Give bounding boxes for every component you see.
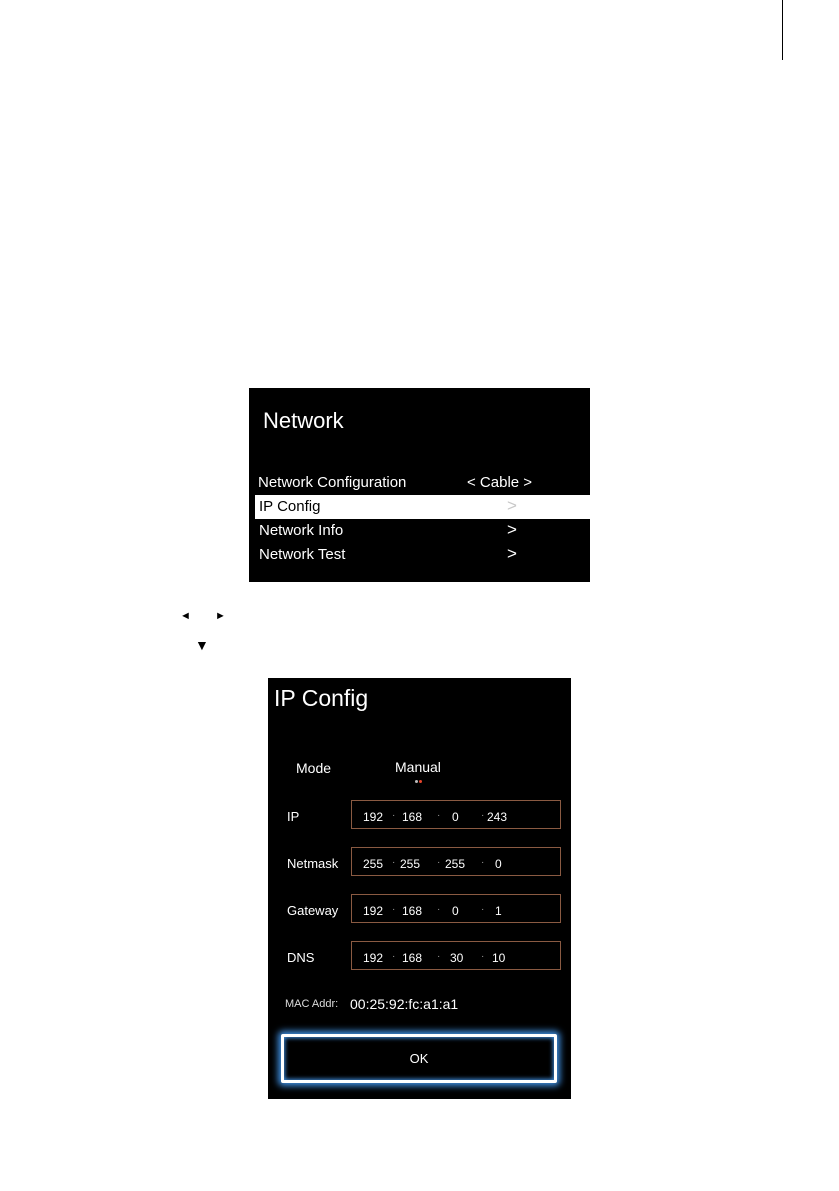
menu-item-network-test[interactable] [255, 543, 590, 567]
mode-label: Mode [296, 760, 332, 776]
network-menu-title: Network [263, 408, 344, 433]
gateway-octet-2[interactable]: 168 [402, 904, 423, 918]
chevron-right-icon: > [507, 496, 517, 515]
netmask-octet-4[interactable]: 0 [495, 857, 502, 871]
octet-separator: · [437, 810, 441, 821]
octet-separator: · [437, 951, 441, 962]
octet-separator: · [392, 904, 396, 915]
octet-separator: · [481, 951, 485, 962]
chevron-right-icon: > [507, 520, 517, 539]
mac-address-label: MAC Addr: [285, 998, 339, 1010]
octet-separator: · [481, 904, 485, 915]
gateway-octet-4[interactable]: 1 [495, 904, 502, 918]
menu-item-label: IP Config [259, 498, 321, 515]
octet-separator: · [437, 857, 441, 868]
network-menu-screen [249, 388, 590, 582]
gateway-input[interactable] [351, 894, 561, 923]
octet-separator: · [392, 951, 396, 962]
netmask-octet-2[interactable]: 255 [400, 857, 421, 871]
indicator-dot-active [419, 780, 422, 783]
octet-separator: · [437, 904, 441, 915]
right-arrow-icon: ► [215, 610, 226, 622]
octet-separator: · [481, 857, 485, 868]
ip-config-screen [268, 678, 571, 1099]
ip-label: IP [287, 809, 300, 824]
page-cut-line [782, 0, 783, 60]
gateway-octet-1[interactable]: 192 [363, 904, 384, 918]
dns-octet-1[interactable]: 192 [363, 951, 384, 965]
mode-page-indicator [415, 779, 427, 784]
dns-octet-2[interactable]: 168 [402, 951, 423, 965]
ip-octet-4[interactable]: 243 [487, 810, 508, 824]
octet-separator: · [481, 810, 485, 821]
ip-address-input[interactable] [351, 800, 561, 829]
dns-octet-3[interactable]: 30 [450, 951, 464, 965]
octet-separator: · [392, 857, 396, 868]
netmask-input[interactable] [351, 847, 561, 876]
menu-item-ip-config[interactable] [255, 495, 590, 519]
down-arrow-icon: ▼ [195, 637, 209, 653]
netmask-octet-1[interactable]: 255 [363, 857, 384, 871]
ip-octet-3[interactable]: 0 [452, 810, 459, 824]
menu-item-label: Network Info [259, 522, 344, 539]
menu-item-network-configuration[interactable] [255, 471, 590, 495]
ip-octet-2[interactable]: 168 [402, 810, 423, 824]
netmask-label: Netmask [287, 856, 339, 871]
dns-octet-4[interactable]: 10 [492, 951, 506, 965]
chevron-right-icon: > [507, 544, 517, 563]
gateway-label: Gateway [287, 903, 339, 918]
network-configuration-value[interactable]: < Cable > [467, 474, 533, 491]
octet-separator: · [392, 810, 396, 821]
mode-selector[interactable]: Manual [395, 759, 441, 775]
ip-config-title: IP Config [274, 685, 369, 711]
menu-item-network-info[interactable] [255, 519, 590, 543]
netmask-octet-3[interactable]: 255 [445, 857, 466, 871]
left-arrow-icon: ◄ [180, 610, 191, 622]
gateway-octet-3[interactable]: 0 [452, 904, 459, 918]
menu-item-label: Network Test [259, 546, 346, 563]
menu-item-label: Network Configuration [258, 474, 407, 491]
dns-input[interactable] [351, 941, 561, 970]
ip-octet-1[interactable]: 192 [363, 810, 384, 824]
mac-address-value: 00:25:92:fc:a1:a1 [350, 996, 459, 1012]
ok-button[interactable]: OK [281, 1034, 557, 1083]
indicator-dot [415, 780, 418, 783]
dns-label: DNS [287, 950, 315, 965]
